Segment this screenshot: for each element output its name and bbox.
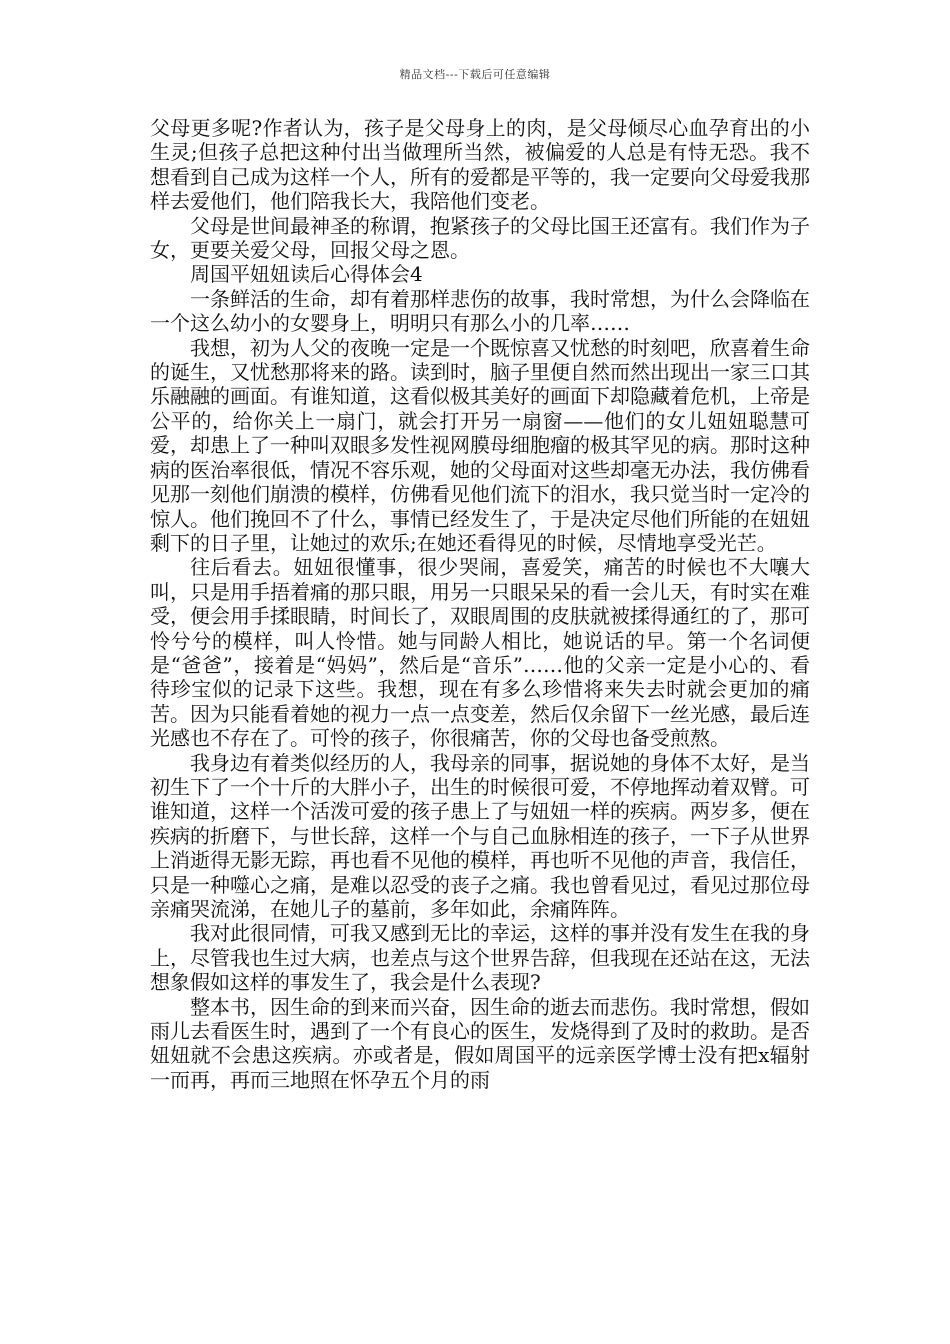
paragraph-5: 往后看去。妞妞很懂事，很少哭闹，喜爱笑，痛苦的时候也不大嚷大叫，只是用手捂着痛的那只眼，用另一只眼呆呆的看一会儿天，有时实在难受，便会用手揉眼睛，时间长了，双眼周围的皮肤就被揉得通红的了，那可怜兮兮的模样，叫人怜惜。她与同龄人相比，她说话的早。第一个名词便是“爸爸”，接着是“妈妈”，然后是“音乐”……他的父亲一定是小心的、看待珍宝似的记录下这些。我想，现在有多么珍惜将来失去时就会更加的痛苦。因为只能看着她的视力一点一点变差，然后仅余留下一丝光感，最后连光感也不存在了。可怜的孩子，你很痛苦，你的父母也备受煎熬。 <box>150 555 810 751</box>
paragraph-8: 整本书，因生命的到来而兴奋，因生命的逝去而悲伤。我时常想，假如雨儿去看医生时，遇到了一个有良心的医生，发烧得到了及时的救助。是否妞妞就不会患这疾病。亦或者是，假如周国平的远亲医学博士没有把x辐射一而再，再而三地照在怀孕五个月的雨 <box>150 994 810 1092</box>
paragraph-1: 父母更多呢?作者认为，孩子是父母身上的肉，是父母倾尽心血孕育出的小生灵;但孩子总把这种付出当做理所当然，被偏爱的人总是有恃无恐。我不想看到自己成为这样一个人，所有的爱都是平等的，我一定要向父母爱我那样去爱他们，他们陪我长大，我陪他们变老。 <box>150 116 810 214</box>
page-header: 精品文档---下载后可任意编辑 <box>399 68 551 81</box>
paragraph-4: 我想，初为人父的夜晚一定是一个既惊喜又忧愁的时刻吧，欣喜着生命的诞生，又忧愁那将来的路。读到时，脑子里便自然而然出现出一家三口其乐融融的画面。有谁知道，这看似极其美好的画面下却隐藏着危机，上帝是公平的，给你关上一扇门，就会打开另一扇窗——他们的女儿妞妞聪慧可爱，却患上了一种叫双眼多发性视网膜母细胞瘤的极其罕见的病。那时这种病的医治率很低，情况不容乐观，她的父母面对这些却毫无办法，我仿佛看见那一刻他们崩溃的模样，仿佛看见他们流下的泪水，我只觉当时一定冷的惊人。他们挽回不了什么，事情已经发生了，于是决定尽他们所能的在妞妞剩下的日子里，让她过的欢乐;在她还看得见的时候，尽情地享受光芒。 <box>150 335 810 555</box>
document-body <box>150 116 810 1092</box>
paragraph-3: 一条鲜活的生命，却有着那样悲伤的故事，我时常想，为什么会降临在一个这么幼小的女婴身上，明明只有那么小的几率…… <box>150 286 810 336</box>
paragraph-2: 父母是世间最神圣的称谓，抱紧孩子的父母比国王还富有。我们作为子女，更要关爱父母，回报父母之恩。 <box>150 213 810 263</box>
paragraph-6: 我身边有着类似经历的人，我母亲的同事，据说她的身体不太好，是当初生下了一个十斤的大胖小子，出生的时候很可爱，不停地挥动着双臂。可谁知道，这样一个活泼可爱的孩子患上了与妞妞一样的疾病。两岁多，便在疾病的折磨下，与世长辞，这样一个与自己血脉相连的孩子，一下子从世界上消逝得无影无踪，再也看不见他的模样，再也听不见他的声音，我信任，只是一种噬心之痛，是难以忍受的丧子之痛。我也曾看见过，看见过那位母亲痛哭流涕，在她儿子的墓前，多年如此，余痛阵阵。 <box>150 750 810 921</box>
section-heading: 周国平妞妞读后心得体会4 <box>190 262 423 287</box>
paragraph-7: 我对此很同情，可我又感到无比的幸运，这样的事并没有发生在我的身上，尽管我也生过大病，也差点与这个世界告辞，但我现在还站在这，无法想象假如这样的事发生了，我会是什么表现? <box>150 921 810 995</box>
